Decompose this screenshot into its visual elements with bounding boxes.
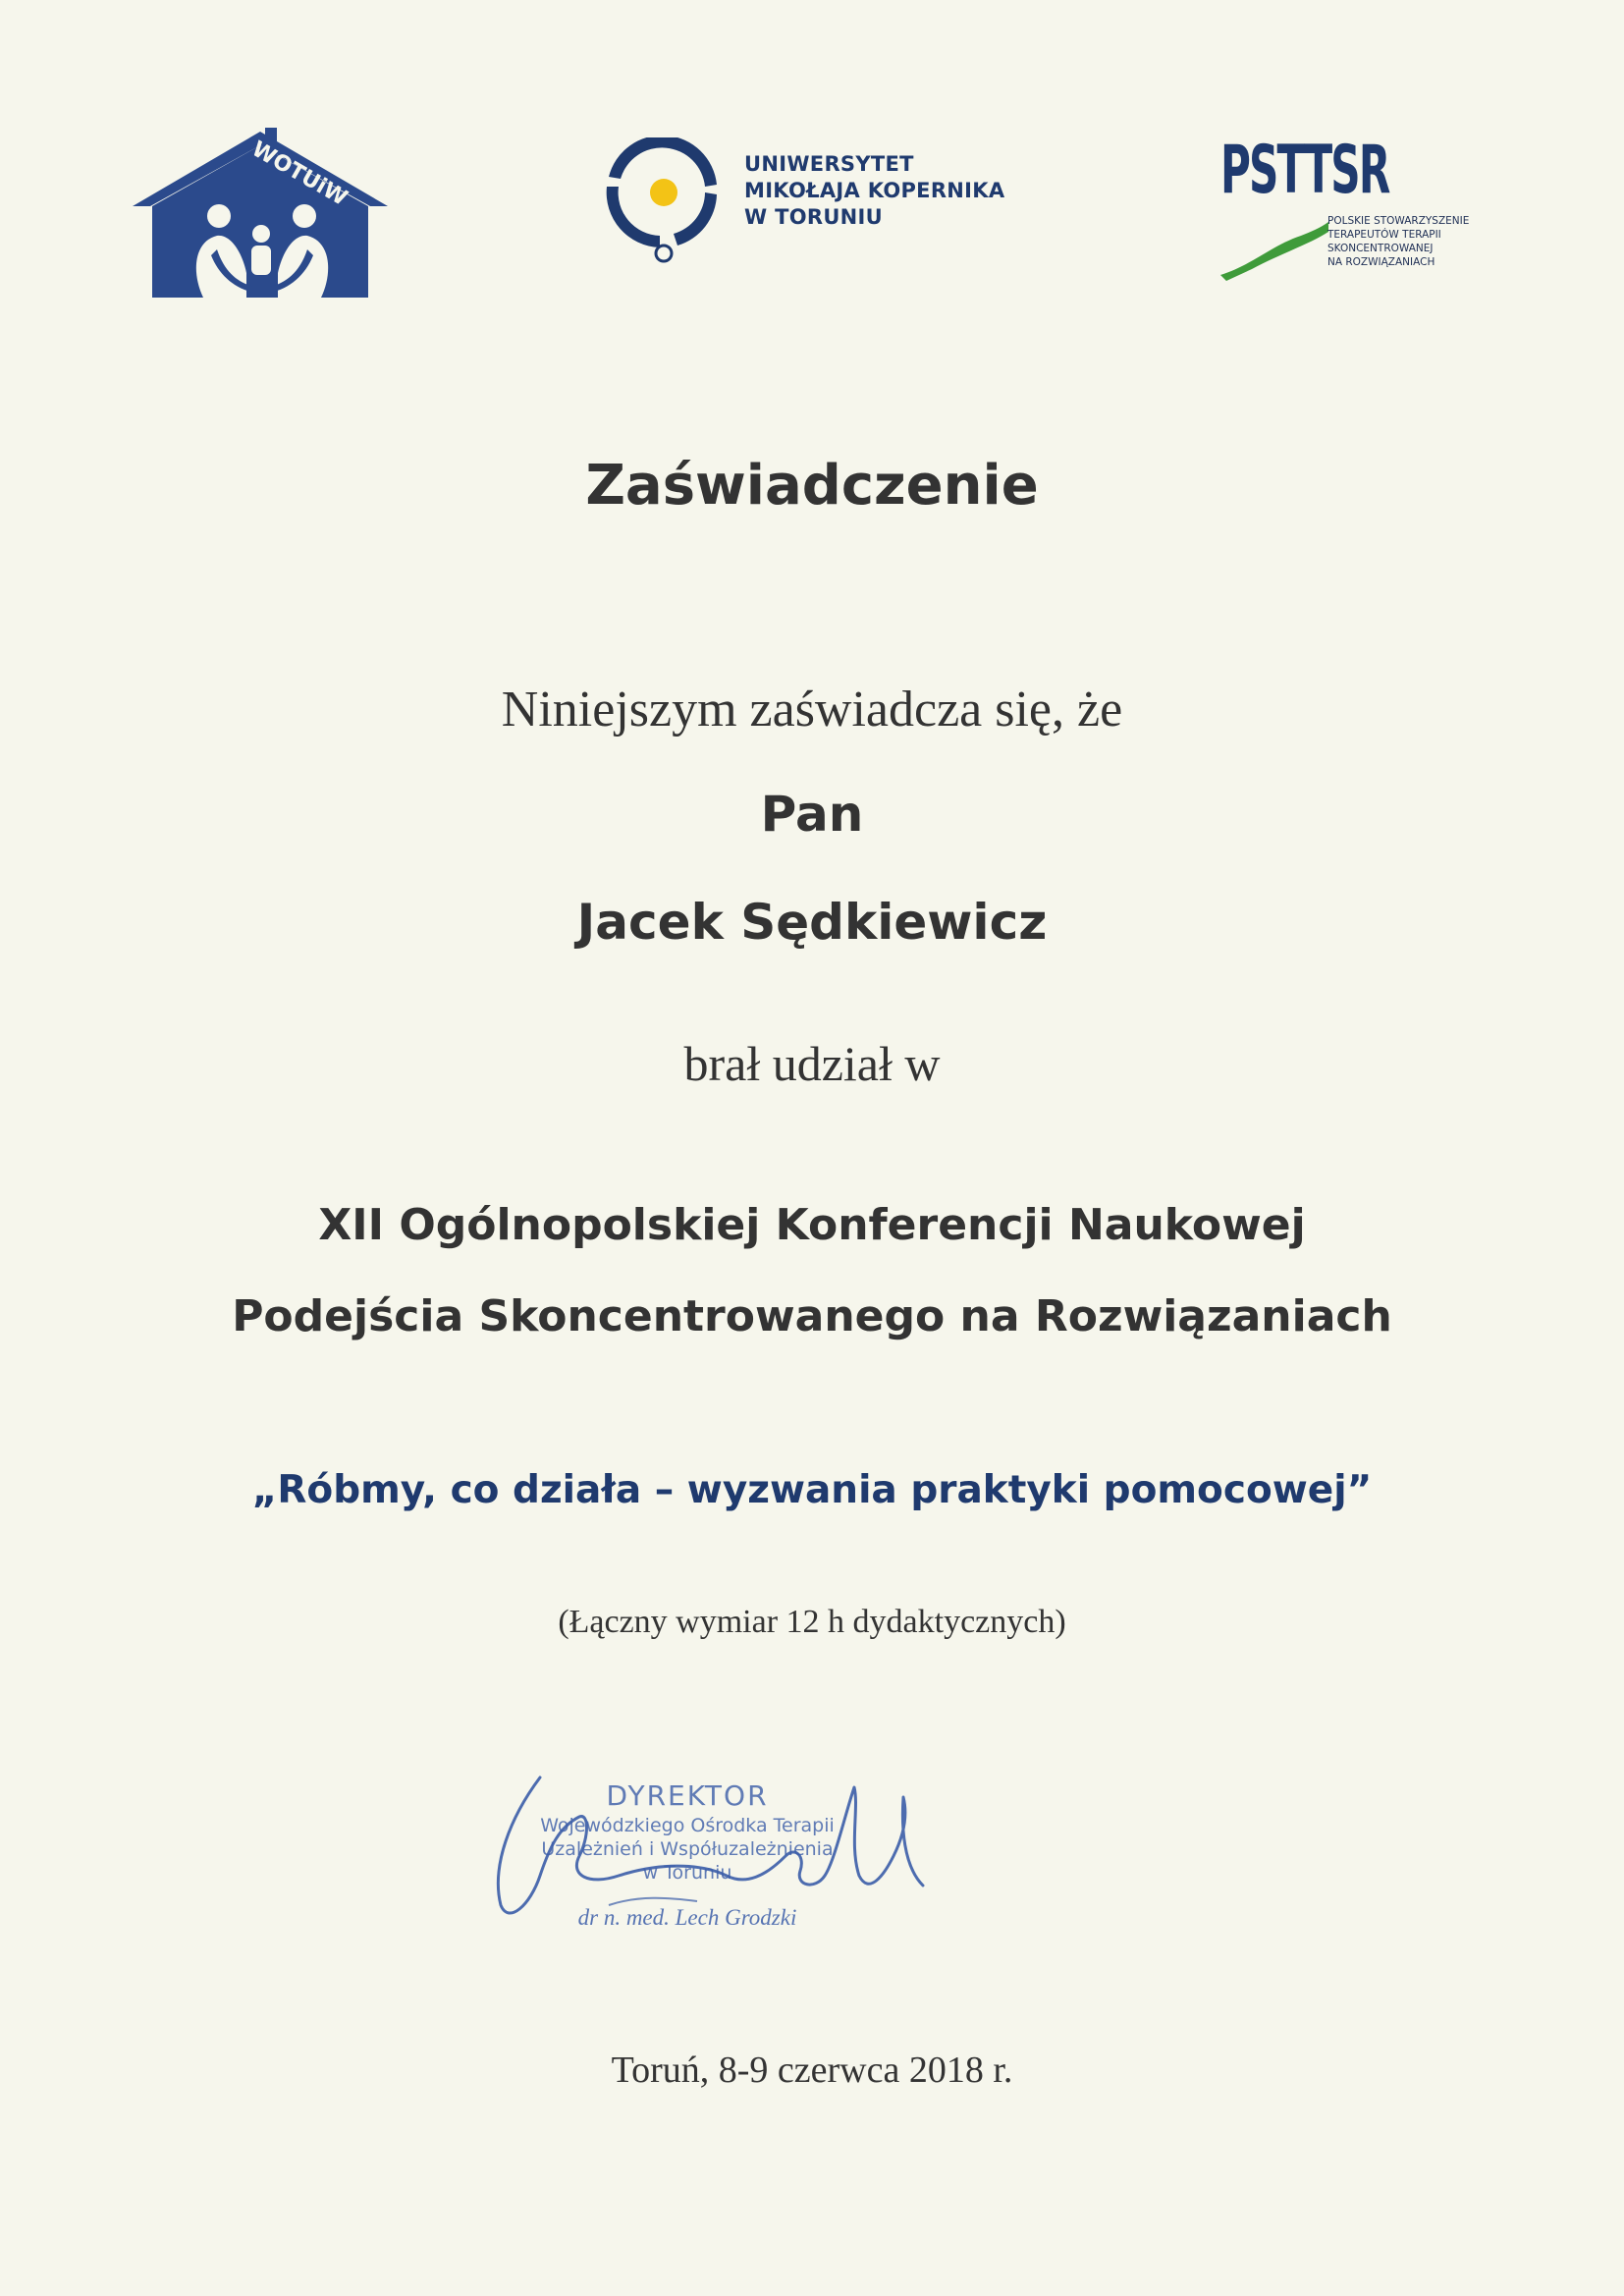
pstsr-line-3: SKONCENTROWANEJ xyxy=(1327,243,1434,254)
handwritten-signature xyxy=(471,1758,943,1954)
wotuiw-logo xyxy=(133,126,388,298)
pstsr-logo xyxy=(1213,132,1478,285)
place-and-date: Toruń, 8-9 czerwca 2018 r. xyxy=(611,2050,1013,2091)
conference-motto: „Róbmy, co działa – wyzwania praktyki pomocowej” xyxy=(251,1468,1373,1512)
certificate-title: Zaświadczenie xyxy=(585,454,1039,518)
conference-title-line-1: XII Ogólnopolskiej Konferencji Naukowej xyxy=(318,1200,1306,1250)
stamp-title: DYREKTOR xyxy=(606,1779,769,1812)
pstsr-path-icon xyxy=(1220,222,1328,281)
wotuiw-logo-text: WOTUiW xyxy=(247,137,352,211)
stamp-line-1: Wojewódzkiego Ośrodka Terapii xyxy=(540,1815,835,1836)
umk-logo xyxy=(599,137,1031,265)
certificate-intro: Niniejszym zaświadcza się, że xyxy=(501,682,1123,738)
pstsr-mark: PSTTSR xyxy=(1220,132,1389,209)
stamp-line-3: w Toruniu xyxy=(642,1862,732,1884)
pstsr-line-1: POLSKIE STOWARZYSZENIE xyxy=(1327,215,1470,227)
umk-line-2: MIKOŁAJA KOPERNIKA xyxy=(744,179,1005,202)
pstsr-line-4: NA ROZWIĄZANIACH xyxy=(1327,256,1435,268)
recipient-honorific: Pan xyxy=(760,786,864,843)
umk-name xyxy=(744,151,1004,231)
umk-sun-icon xyxy=(650,179,677,206)
umk-line-3: W TORUNIU xyxy=(744,205,884,229)
umk-line-1: UNIWERSYTET xyxy=(744,152,914,176)
pstsr-full-name xyxy=(1327,214,1485,269)
recipient-name: Jacek Sędkiewicz xyxy=(576,894,1048,951)
conference-title-line-2: Podejścia Skoncentrowanego na Rozwiązaniach xyxy=(232,1291,1392,1341)
participation-text: brał udział w xyxy=(683,1036,941,1091)
course-hours: (Łączny wymiar 12 h dydaktycznych) xyxy=(558,1604,1066,1640)
director-stamp xyxy=(471,1758,943,1954)
stamp-signatory: dr n. med. Lech Grodzki xyxy=(577,1905,797,1930)
pstsr-line-2: TERAPEUTÓW TERAPII xyxy=(1327,229,1441,241)
stamp-line-2: Uzależnień i Współuzależnienia xyxy=(541,1838,834,1860)
